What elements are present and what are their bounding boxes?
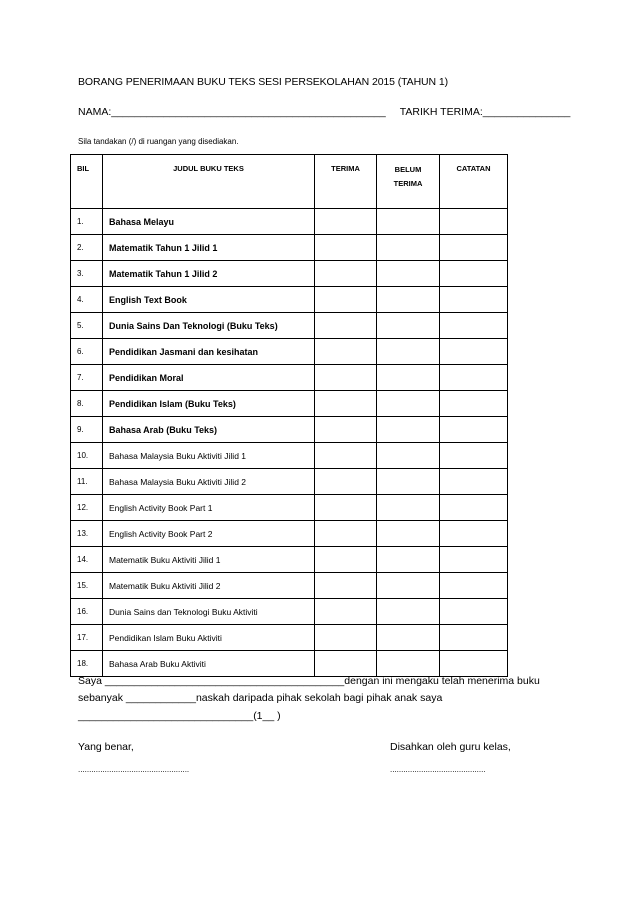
- terima-cell[interactable]: [315, 547, 377, 573]
- disahkan-label: Disahkan oleh guru kelas,: [390, 741, 511, 753]
- row-number: 16.: [71, 599, 103, 625]
- book-title: Dunia Sains Dan Teknologi (Buku Teks): [103, 313, 315, 339]
- form-title: BORANG PENERIMAAN BUKU TEKS SESI PERSEKOLAHAN 2015 (TAHUN 1): [78, 76, 448, 88]
- belum-terima-cell[interactable]: [377, 235, 440, 261]
- tarikh-terima-field[interactable]: TARIKH TERIMA:_______________: [399, 106, 571, 118]
- belum-terima-cell[interactable]: [377, 287, 440, 313]
- book-title: Bahasa Malaysia Buku Aktiviti Jilid 1: [103, 443, 315, 469]
- book-title: Bahasa Malaysia Buku Aktiviti Jilid 2: [103, 469, 315, 495]
- belum-terima-cell[interactable]: [377, 651, 440, 677]
- belum-terima-cell[interactable]: [377, 261, 440, 287]
- header-catatan: CATATAN: [440, 155, 508, 209]
- header-belum-terima: [377, 155, 440, 209]
- belum-terima-cell[interactable]: [377, 521, 440, 547]
- row-number: 8.: [71, 391, 103, 417]
- terima-cell[interactable]: [315, 339, 377, 365]
- table-row: [71, 573, 508, 599]
- belum-terima-cell[interactable]: [377, 339, 440, 365]
- catatan-cell[interactable]: [440, 495, 508, 521]
- table-header-row: [71, 155, 508, 209]
- belum-terima-cell[interactable]: [377, 391, 440, 417]
- book-title: Pendidikan Moral: [103, 365, 315, 391]
- table-row: [71, 209, 508, 235]
- row-number: 14.: [71, 547, 103, 573]
- terima-cell[interactable]: [315, 521, 377, 547]
- table-row: [71, 599, 508, 625]
- declaration-line-2: sebanyak ____________naskah daripada pihak sekolah bagi pihak anak saya: [78, 692, 443, 704]
- header-bil: BIL: [71, 155, 103, 209]
- catatan-cell[interactable]: [440, 339, 508, 365]
- book-title: Matematik Tahun 1 Jilid 2: [103, 261, 315, 287]
- belum-terima-cell[interactable]: [377, 417, 440, 443]
- textbook-table: [70, 154, 508, 677]
- instruction-text: Sila tandakan (/) di ruangan yang disediakan.: [78, 137, 239, 146]
- declaration-line-3: ______________________________(1__ ): [78, 710, 281, 722]
- terima-cell[interactable]: [315, 209, 377, 235]
- belum-terima-cell[interactable]: [377, 573, 440, 599]
- row-number: 2.: [71, 235, 103, 261]
- declaration-line-1: Saya _________________________________________dengan ini mengaku telah menerima buku: [78, 675, 540, 687]
- terima-cell[interactable]: [315, 599, 377, 625]
- belum-terima-cell[interactable]: [377, 365, 440, 391]
- terima-cell[interactable]: [315, 573, 377, 599]
- terima-cell[interactable]: [315, 235, 377, 261]
- book-title: English Text Book: [103, 287, 315, 313]
- book-title: Matematik Tahun 1 Jilid 1: [103, 235, 315, 261]
- catatan-cell[interactable]: [440, 625, 508, 651]
- row-number: 15.: [71, 573, 103, 599]
- catatan-cell[interactable]: [440, 261, 508, 287]
- belum-terima-cell[interactable]: [377, 209, 440, 235]
- table-row: [71, 651, 508, 677]
- catatan-cell[interactable]: [440, 287, 508, 313]
- row-number: 10.: [71, 443, 103, 469]
- belum-terima-cell[interactable]: [377, 443, 440, 469]
- nama-field[interactable]: NAMA:_______________________________________________: [78, 106, 386, 118]
- table-row: [71, 469, 508, 495]
- catatan-cell[interactable]: [440, 547, 508, 573]
- row-number: 12.: [71, 495, 103, 521]
- table-row: [71, 417, 508, 443]
- book-title: Pendidikan Jasmani dan kesihatan: [103, 339, 315, 365]
- table-row: [71, 495, 508, 521]
- table-row: [71, 391, 508, 417]
- terima-cell[interactable]: [315, 625, 377, 651]
- belum-terima-cell[interactable]: [377, 547, 440, 573]
- row-number: 17.: [71, 625, 103, 651]
- book-title: Bahasa Arab (Buku Teks): [103, 417, 315, 443]
- row-number: 1.: [71, 209, 103, 235]
- table-row: [71, 625, 508, 651]
- terima-cell[interactable]: [315, 365, 377, 391]
- belum-terima-cell[interactable]: [377, 599, 440, 625]
- row-number: 5.: [71, 313, 103, 339]
- yang-benar-label: Yang benar,: [78, 741, 134, 753]
- catatan-cell[interactable]: [440, 521, 508, 547]
- header-judul: JUDUL BUKU TEKS: [103, 155, 315, 209]
- table-row: [71, 365, 508, 391]
- terima-cell[interactable]: [315, 495, 377, 521]
- row-number: 13.: [71, 521, 103, 547]
- header-belum-line2: TERIMA: [393, 179, 423, 188]
- row-number: 6.: [71, 339, 103, 365]
- belum-terima-cell[interactable]: [377, 313, 440, 339]
- book-title: Bahasa Arab Buku Aktiviti: [103, 651, 315, 677]
- catatan-cell[interactable]: [440, 365, 508, 391]
- table-row: [71, 547, 508, 573]
- book-title: Pendidikan Islam Buku Aktiviti: [103, 625, 315, 651]
- table-row: [71, 235, 508, 261]
- catatan-cell[interactable]: [440, 391, 508, 417]
- header-terima: TERIMA: [315, 155, 377, 209]
- catatan-cell[interactable]: [440, 651, 508, 677]
- name-date-line: [78, 106, 571, 118]
- row-number: 3.: [71, 261, 103, 287]
- terima-cell[interactable]: [315, 469, 377, 495]
- row-number: 9.: [71, 417, 103, 443]
- terima-cell[interactable]: [315, 313, 377, 339]
- table-row: [71, 339, 508, 365]
- terima-cell[interactable]: [315, 417, 377, 443]
- terima-cell[interactable]: [315, 443, 377, 469]
- parent-signature-line[interactable]: ..................................................: [78, 765, 190, 774]
- terima-cell[interactable]: [315, 391, 377, 417]
- table-row: [71, 521, 508, 547]
- catatan-cell[interactable]: [440, 573, 508, 599]
- book-title: Pendidikan Islam (Buku Teks): [103, 391, 315, 417]
- teacher-signature-line[interactable]: ...........................................: [390, 765, 486, 774]
- row-number: 18.: [71, 651, 103, 677]
- table-row: [71, 313, 508, 339]
- catatan-cell[interactable]: [440, 469, 508, 495]
- book-title: Dunia Sains dan Teknologi Buku Aktiviti: [103, 599, 315, 625]
- catatan-cell[interactable]: [440, 417, 508, 443]
- catatan-cell[interactable]: [440, 235, 508, 261]
- catatan-cell[interactable]: [440, 209, 508, 235]
- belum-terima-cell[interactable]: [377, 469, 440, 495]
- book-title: English Activity Book Part 1: [103, 495, 315, 521]
- book-title: English Activity Book Part 2: [103, 521, 315, 547]
- row-number: 7.: [71, 365, 103, 391]
- catatan-cell[interactable]: [440, 443, 508, 469]
- header-belum-line1: BELUM: [394, 165, 422, 174]
- catatan-cell[interactable]: [440, 599, 508, 625]
- table-row: [71, 287, 508, 313]
- catatan-cell[interactable]: [440, 313, 508, 339]
- table-row: [71, 261, 508, 287]
- table-row: [71, 443, 508, 469]
- book-title: Matematik Buku Aktiviti Jilid 2: [103, 573, 315, 599]
- terima-cell[interactable]: [315, 261, 377, 287]
- belum-terima-cell[interactable]: [377, 495, 440, 521]
- book-title: Bahasa Melayu: [103, 209, 315, 235]
- belum-terima-cell[interactable]: [377, 625, 440, 651]
- book-title: Matematik Buku Aktiviti Jilid 1: [103, 547, 315, 573]
- row-number: 11.: [71, 469, 103, 495]
- row-number: 4.: [71, 287, 103, 313]
- terima-cell[interactable]: [315, 287, 377, 313]
- terima-cell[interactable]: [315, 651, 377, 677]
